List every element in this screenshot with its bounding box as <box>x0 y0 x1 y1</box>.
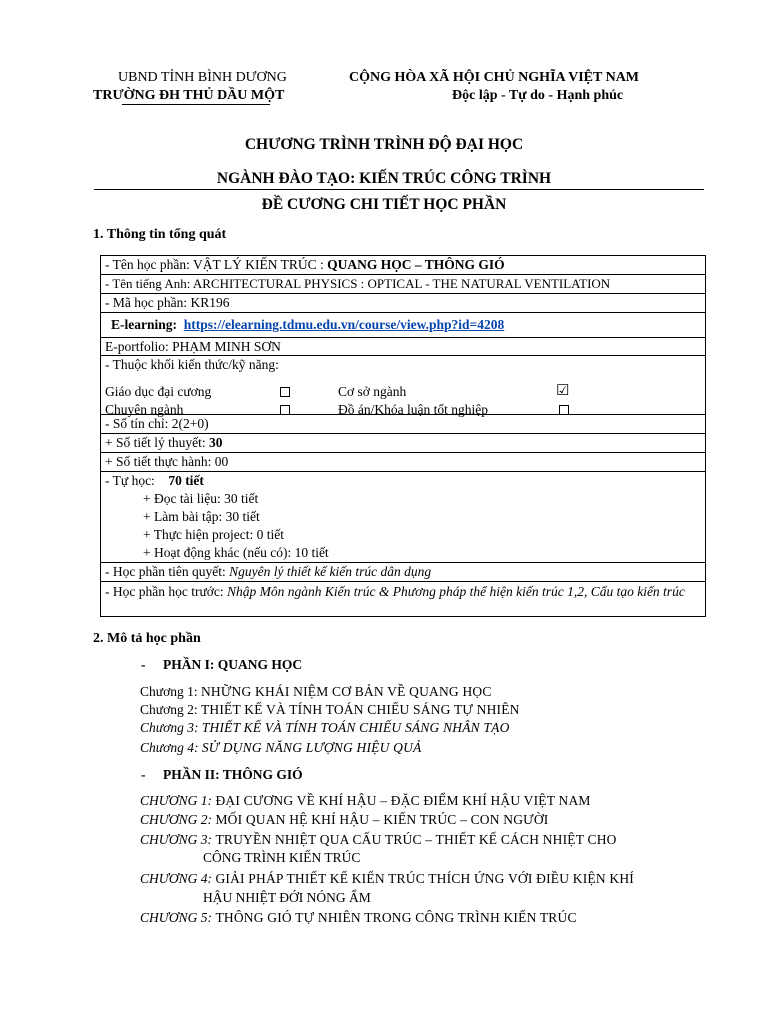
part2-chapter-5 <box>140 909 577 927</box>
eportfolio: E-portfolio: PHẠM MINH SƠN <box>105 339 281 354</box>
part1-chapter-4 <box>140 739 421 757</box>
kb-general-checkbox[interactable] <box>280 387 290 397</box>
major-title: NGÀNH ĐÀO TẠO: KIẾN TRÚC CÔNG TRÌNH <box>216 170 552 187</box>
part2-chapter-1 <box>140 792 591 810</box>
self-study-value: 70 tiết <box>168 473 204 488</box>
knowledge-block-label: - Thuộc khối kiến thức/kỹ năng: <box>105 357 279 372</box>
english-name: - Tên tiếng Anh: ARCHITECTURAL PHYSICS : OPTICAL - THE NATURAL VENTILATION <box>105 276 611 291</box>
chapter-title: THIẾT KẾ VÀ TÍNH TOÁN CHIẾU SÁNG NHÂN TẠO <box>201 720 510 735</box>
chapter-title: MỐI QUAN HỆ KHÍ HẬU – KIẾN TRÚC – CON NGƯỜI <box>215 812 549 827</box>
chapter-label: Chương 2: <box>140 702 201 717</box>
title-divider <box>94 189 704 190</box>
chapter-title: NHỮNG KHÁI NIỆM CƠ BẢN VỀ QUANG HỌC <box>200 684 492 699</box>
chapter-label: CHƯƠNG 5: <box>140 910 216 925</box>
part2-chapter-3 <box>140 831 617 849</box>
prerequisite-row <box>101 563 705 582</box>
chapter-title: TRUYỀN NHIỆT QUA CẤU TRÚC – THIẾT KẾ CÁCH NHIỆT CHO <box>215 832 617 847</box>
chapter-title: GIẢI PHÁP THIẾT KẾ KIẾN TRÚC THÍCH ỨNG VỚI ĐIỀU KIỆN KHÍ <box>215 871 634 886</box>
elearning-row <box>101 313 705 338</box>
english-name-row <box>101 275 705 294</box>
chapter-label: CHƯƠNG 2: <box>140 812 216 827</box>
credits-row <box>101 415 705 434</box>
chapter-label: CHƯƠNG 3: <box>140 832 216 847</box>
theory-value: 30 <box>209 435 223 450</box>
prerequisite-value: Nguyên lý thiết kế kiến trúc dân dụng <box>229 564 432 579</box>
part1-chapter-3 <box>140 719 510 737</box>
part1-dash: - <box>141 657 146 672</box>
part2-heading: PHẦN II: THÔNG GIÓ <box>163 767 303 782</box>
chapter-label: Chương 4: <box>140 740 202 755</box>
kb-foundation-label: Cơ sở ngành <box>338 384 407 399</box>
chapter-title: ĐẠI CƯƠNG VỀ KHÍ HẬU – ĐẶC ĐIỂM KHÍ HẬU VIỆT NAM <box>215 793 591 808</box>
chapter-title: THIẾT KẾ VÀ TÍNH TOÁN CHIẾU SÁNG TỰ NHIÊN <box>200 702 520 717</box>
practice-row <box>101 453 705 472</box>
part1-chapter-2 <box>140 701 520 719</box>
prior-value: Nhập Môn ngành Kiến trúc & Phương pháp thể hiện kiến trúc 1,2, Cấu tạo kiến trúc <box>227 584 685 599</box>
course-name-value: QUANG HỌC – THÔNG GIÓ <box>327 257 505 272</box>
self-study-item: + Làm bài tập: 30 tiết <box>143 509 260 524</box>
course-info-table <box>100 255 706 617</box>
kb-specialized-checkbox[interactable] <box>280 405 290 415</box>
self-study-item: + Đọc tài liệu: 30 tiết <box>143 491 259 506</box>
chapter-label: Chương 3: <box>140 720 202 735</box>
credits: - Số tín chỉ: 2(2+0) <box>105 416 209 431</box>
kb-specialized-label: Chuyên ngành <box>105 402 184 417</box>
university-underline <box>122 104 270 105</box>
eportfolio-row <box>101 338 705 356</box>
program-title: CHƯƠNG TRÌNH TRÌNH ĐỘ ĐẠI HỌC <box>244 136 524 153</box>
kb-general-label: Giáo dục đại cương <box>105 384 212 399</box>
prerequisite-label: - Học phần tiên quyết: <box>105 564 230 579</box>
syllabus-title: ĐỀ CƯƠNG CHI TIẾT HỌC PHẦN <box>261 196 507 213</box>
part2-dash: - <box>141 767 146 782</box>
course-code-row <box>101 294 705 313</box>
elearning-label: E-learning: <box>111 317 177 332</box>
kb-thesis-checkbox[interactable] <box>559 405 569 415</box>
nation-slogan: Độc lập - Tự do - Hạnh phúc <box>452 88 624 103</box>
course-code: - Mã học phần: KR196 <box>105 295 230 310</box>
nation-motto: CỘNG HÒA XÃ HỘI CHỦ NGHĨA VIỆT NAM <box>349 70 640 85</box>
practice: + Số tiết thực hành: 00 <box>105 454 229 469</box>
part2-chapter-4 <box>140 870 634 888</box>
self-study-item: + Thực hiện project: 0 tiết <box>143 527 285 542</box>
course-name-label: - Tên học phần: VẬT LÝ KIẾN TRÚC : <box>105 257 328 272</box>
self-study-item: + Hoạt động khác (nếu có): 10 tiết <box>143 545 329 560</box>
prior-label: - Học phần học trước: <box>105 584 228 599</box>
theory-row <box>101 434 705 453</box>
part2-chapter-4-cont: HẬU NHIỆT ĐỚI NÓNG ẨM <box>203 890 371 905</box>
university-name: TRƯỜNG ĐH THỦ DẦU MỘT <box>93 88 285 103</box>
authority-name: UBND TỈNH BÌNH DƯƠNG <box>118 70 287 85</box>
knowledge-block-row <box>101 356 705 415</box>
self-study-row <box>101 472 705 563</box>
kb-thesis-label: Đồ án/Khóa luận tốt nghiệp <box>338 402 488 417</box>
prior-course-row <box>101 582 705 616</box>
section-description-heading: 2. Mô tả học phần <box>93 631 201 646</box>
chapter-label: CHƯƠNG 4: <box>140 871 216 886</box>
part1-chapter-1 <box>140 683 492 701</box>
elearning-link[interactable]: https://elearning.tdmu.edu.vn/course/view.php?id=4208 <box>183 317 505 332</box>
kb-foundation-checkbox[interactable]: ☑ <box>556 383 570 399</box>
section-general-info-heading: 1. Thông tin tổng quát <box>93 227 227 242</box>
course-name-row <box>101 256 705 275</box>
self-study-label: - Tự học: <box>105 473 155 488</box>
part2-chapter-3-cont: CÔNG TRÌNH KIẾN TRÚC <box>203 850 361 865</box>
chapter-title: THÔNG GIÓ TỰ NHIÊN TRONG CÔNG TRÌNH KIẾN TRÚC <box>215 910 577 925</box>
part1-heading: PHẦN I: QUANG HỌC <box>163 657 303 672</box>
chapter-title: SỬ DỤNG NĂNG LƯỢNG HIỆU QUẢ <box>201 740 422 755</box>
chapter-label: CHƯƠNG 1: <box>140 793 216 808</box>
theory-label: + Số tiết lý thuyết: <box>105 435 209 450</box>
chapter-label: Chương 1: <box>140 684 201 699</box>
part2-chapter-2 <box>140 811 549 829</box>
